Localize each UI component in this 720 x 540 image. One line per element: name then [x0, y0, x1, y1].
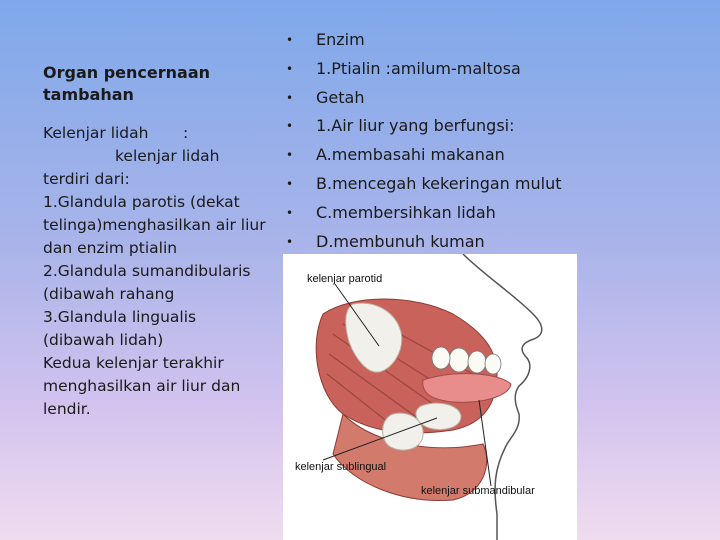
bullet-icon: • [286, 205, 294, 220]
title-line-1: Organ pencernaan [43, 63, 210, 82]
tongue [423, 374, 511, 403]
left-text-column [43, 62, 268, 421]
label-submandibular: kelenjar submandibular [421, 485, 535, 497]
body-line: kelenjar lidah [115, 147, 220, 165]
section-title [43, 62, 268, 106]
bullet-item: • C.membersihkan lidah [286, 199, 716, 228]
bullet-icon: • [286, 61, 294, 76]
bullet-list [286, 26, 716, 256]
bullet-icon: • [286, 33, 294, 47]
bullet-icon: • [286, 176, 294, 191]
label-sublingual: kelenjar sublingual [295, 461, 387, 473]
bullet-icon: • [286, 148, 294, 163]
body-line: Kelenjar lidah : [43, 124, 189, 142]
bullet-item: • B.mencegah kekeringan mulut [286, 170, 716, 199]
bullet-item: • 1.Air liur yang berfungsi: [286, 112, 716, 141]
bullet-item: • D.membunuh kuman [286, 228, 716, 257]
body-line: terdiri dari: [43, 170, 130, 188]
body-line: 2.Glandula sumandibularis (dibawah rahang [43, 262, 251, 303]
title-line-2: tambahan [43, 85, 134, 104]
body-line: 3.Glandula lingualis (dibawah lidah) [43, 308, 197, 349]
bullet-item: • Getah [286, 84, 716, 113]
bullet-icon: • [286, 234, 294, 249]
bullet-item: • Enzim [286, 26, 716, 55]
bullet-item: • 1.Ptialin :amilum-maltosa [286, 55, 716, 84]
bullet-icon: • [286, 119, 294, 134]
salivary-gland-illustration [283, 254, 577, 540]
bullet-icon: • [286, 90, 294, 105]
anatomy-drawing [283, 254, 577, 540]
body-line: 1.Glandula parotis (dekat telinga)menghasilkan air liur dan enzim ptialin [43, 193, 266, 257]
body-line: Kedua kelenjar terakhir menghasilkan air liur dan lendir. [43, 354, 241, 418]
body-text [43, 122, 268, 421]
sublingual-gland [416, 403, 461, 429]
bullet-item: • A.membasahi makanan [286, 141, 716, 170]
label-parotid: kelenjar parotid [307, 273, 383, 285]
